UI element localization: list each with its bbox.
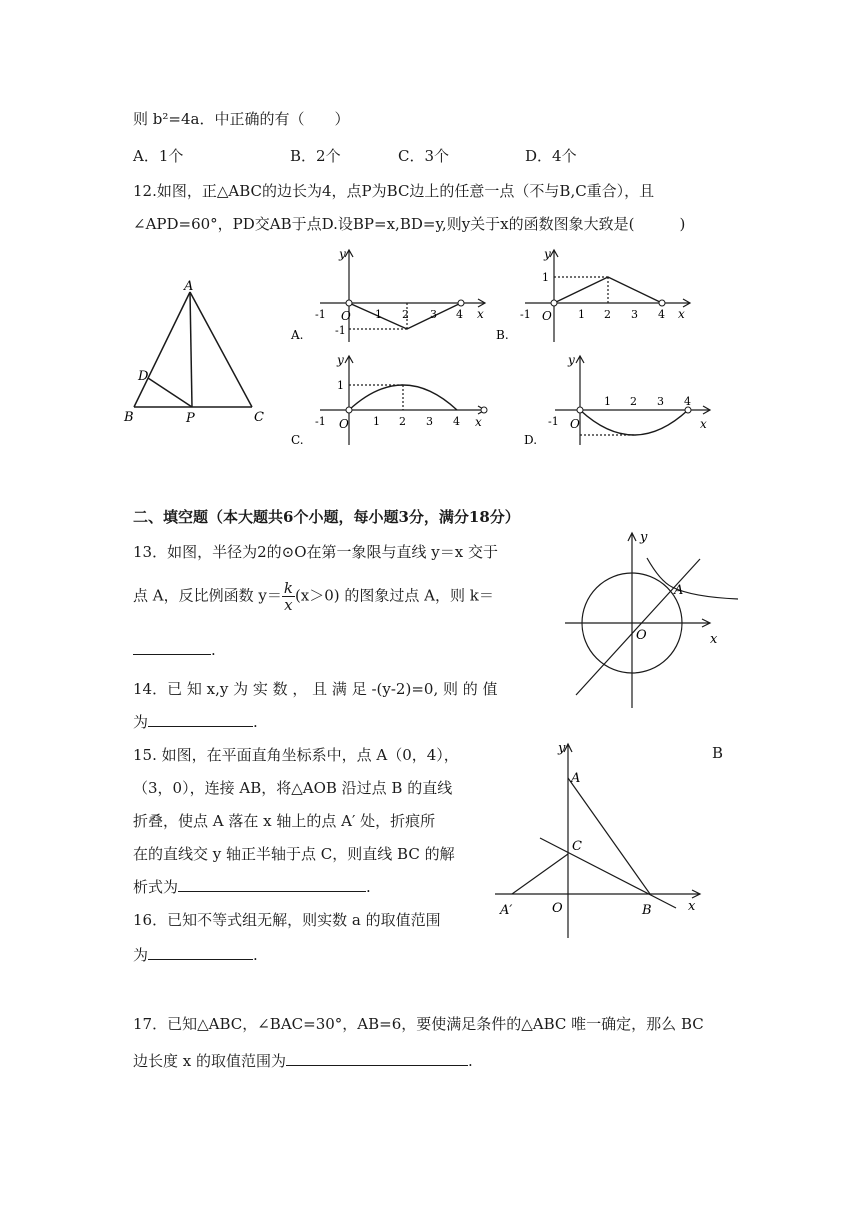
svg-text:x: x (710, 632, 718, 647)
side-ab (134, 292, 190, 407)
q11-option-b: B．2个 (290, 147, 341, 165)
q15-line1-end: B (712, 744, 724, 762)
svg-text:A: A (571, 771, 581, 786)
svg-text:x: x (477, 307, 484, 321)
svg-text:O: O (339, 417, 349, 431)
q12-line1: 12.如图，正△ABC的边长为4，点P为BC边上的任意一点（不与B,C重合），且 (133, 182, 655, 200)
q12-triangle-figure (120, 278, 280, 428)
svg-text:O: O (341, 309, 351, 323)
q11-option-a: A．1个 (133, 147, 184, 165)
q12-graph-a (285, 242, 495, 347)
svg-text:-1: -1 (315, 415, 326, 428)
svg-text:4: 4 (456, 308, 463, 321)
q17-line2: 边长度 x 的取值范围为 . (133, 1052, 473, 1070)
graph-b-label: B. (496, 328, 509, 342)
svg-text:A: A (674, 583, 684, 598)
svg-text:1: 1 (578, 308, 585, 321)
svg-text:y: y (558, 741, 566, 756)
svg-text:y: y (640, 530, 648, 545)
svg-text:4: 4 (684, 395, 691, 408)
q17-line1: 17．已知△ABC，∠BAC=30°，AB=6，要使满足条件的△ABC 唯一确定，那么 BC (133, 1015, 704, 1033)
graph-a-label: A. (291, 328, 304, 342)
svg-text:y: y (568, 353, 575, 367)
label-a: A (184, 279, 194, 294)
q15-figure (490, 738, 705, 943)
q14-line2: 为 . (133, 713, 258, 731)
svg-text:-1: -1 (548, 415, 559, 428)
q16-line1: 16．已知不等式组无解，则实数 a 的取值范围 (133, 911, 441, 929)
svg-text:x: x (678, 307, 685, 321)
svg-text:-1: -1 (335, 324, 346, 337)
svg-text:2: 2 (604, 308, 611, 321)
svg-text:1: 1 (604, 395, 611, 408)
q15-line2: （3，0），连接 AB，将△AOB 沿过点 B 的直线 (133, 779, 453, 797)
graph-c-label: C. (291, 433, 304, 447)
svg-text:x: x (700, 417, 707, 431)
svg-text:1: 1 (375, 308, 382, 321)
q13-answer-blank[interactable] (133, 640, 211, 655)
q12-graph-d (520, 350, 720, 450)
svg-text:A′: A′ (500, 903, 513, 918)
q13-line2: 点 A，反比例函数 y＝ $\frac{k}{x}$ (x＞0) 的图象过点 A，则 k＝ (133, 579, 494, 614)
svg-text:y: y (339, 247, 346, 261)
svg-text:2: 2 (399, 415, 406, 428)
q13-fraction: $\frac{k}{x}$ (283, 579, 293, 614)
svg-text:O: O (542, 309, 552, 323)
q13-line1: 13．如图，半径为2的⊙O在第一象限与直线 y＝x 交于 (133, 543, 498, 561)
q17-answer-blank[interactable] (286, 1051, 468, 1066)
side-ac (190, 292, 252, 407)
label-d: D (138, 369, 149, 384)
q12-line2: ∠APD=60°，PD交AB于点D.设BP=x,BD=y,则y关于x的函数图象大致是( ) (133, 215, 686, 233)
q12-graph-c (285, 350, 495, 450)
q11-option-d: D．4个 (525, 147, 577, 165)
svg-text:4: 4 (658, 308, 665, 321)
q15-line5: 析式为 . (133, 878, 371, 896)
q13-figure (560, 525, 740, 715)
q15-line1: 15. 如图，在平面直角坐标系中，点 A（0，4）， (133, 746, 459, 764)
svg-text:1: 1 (373, 415, 380, 428)
svg-text:y: y (544, 247, 551, 261)
q11-tail: 则 b²=4a．中正确的有（ ） (133, 110, 350, 128)
q15-answer-blank[interactable] (178, 877, 366, 892)
svg-text:2: 2 (630, 395, 637, 408)
q13-line3: . (133, 640, 216, 659)
svg-text:1: 1 (337, 379, 344, 392)
svg-text:1: 1 (542, 271, 549, 284)
q15-line3: 折叠，使点 A 落在 x 轴上的点 A′ 处，折痕所 (133, 812, 436, 830)
q15-line4: 在的直线交 y 轴正半轴于点 C，则直线 BC 的解 (133, 845, 455, 863)
svg-text:C: C (572, 839, 582, 854)
svg-text:x: x (475, 415, 482, 429)
segment-ap (190, 292, 192, 407)
label-p: P (186, 411, 195, 426)
svg-text:3: 3 (426, 415, 433, 428)
segment-pd (148, 378, 192, 407)
svg-text:4: 4 (453, 415, 460, 428)
q14-line1: 14．已 知 x,y 为 实 数 ， 且 满 足 -(y-2)=0, 则 的 值 (133, 680, 498, 698)
q16-answer-blank[interactable] (148, 945, 253, 960)
svg-text:y: y (337, 353, 344, 367)
svg-text:O: O (636, 628, 647, 643)
label-b: B (124, 410, 134, 425)
q12-graph-b (490, 242, 700, 347)
section-title: 二、填空题（本大题共6个小题，每小题3分，满分18分） (133, 508, 520, 526)
svg-text:-1: -1 (315, 308, 326, 321)
svg-text:2: 2 (402, 308, 409, 321)
graph-d-label: D. (524, 433, 538, 447)
svg-text:O: O (552, 901, 563, 916)
svg-text:B: B (642, 903, 652, 918)
q11-option-c: C．3个 (398, 147, 450, 165)
svg-text:3: 3 (631, 308, 638, 321)
label-c: C (254, 410, 264, 425)
svg-text:x: x (688, 899, 696, 914)
svg-text:3: 3 (430, 308, 437, 321)
svg-text:O: O (570, 417, 580, 431)
q16-line2: 为 . (133, 946, 258, 964)
q14-answer-blank[interactable] (148, 712, 253, 727)
svg-text:3: 3 (657, 395, 664, 408)
svg-text:-1: -1 (520, 308, 531, 321)
